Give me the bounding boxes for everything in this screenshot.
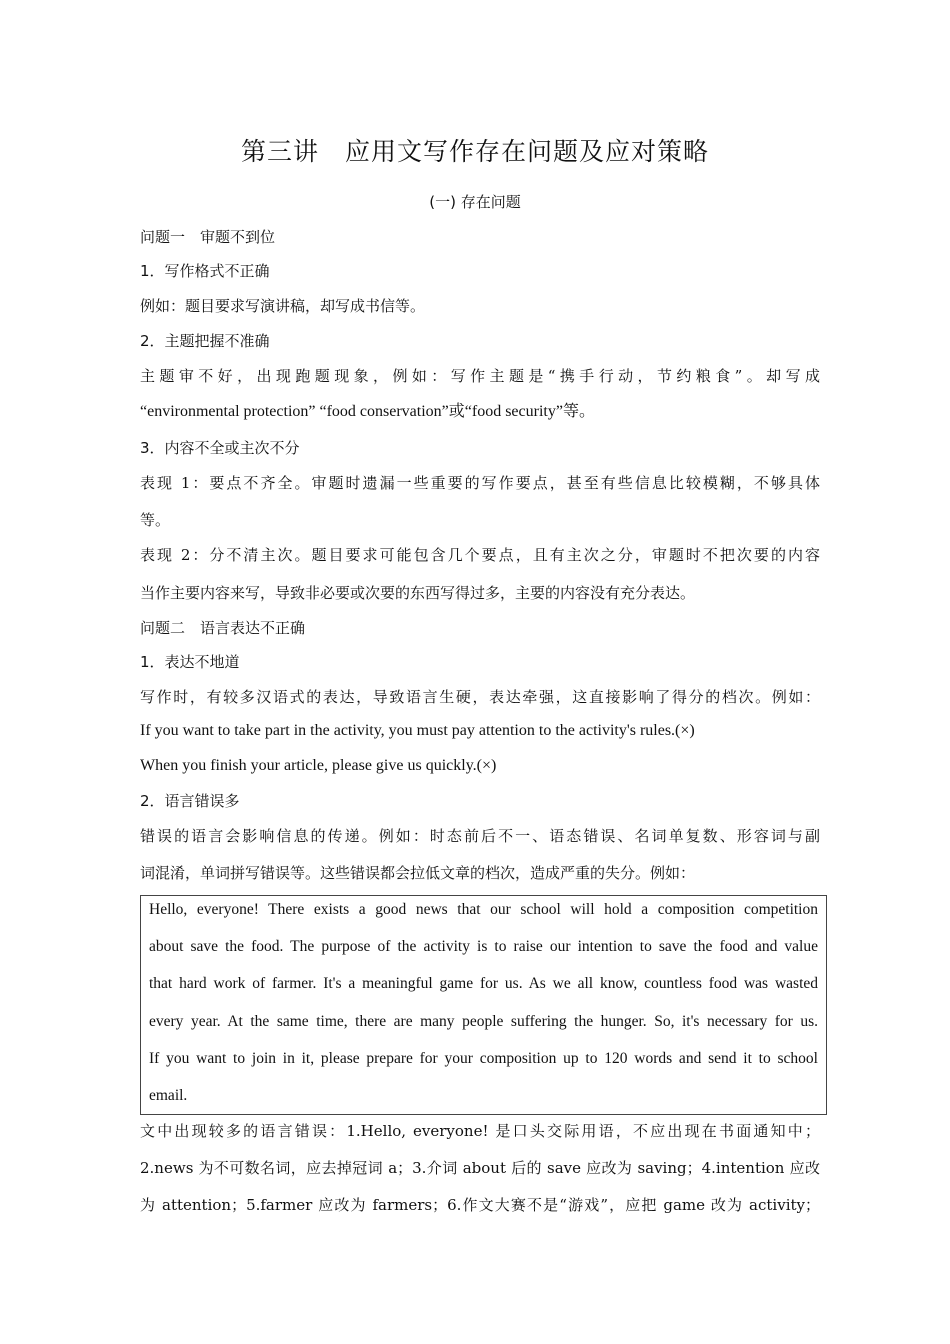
paragraph-line: 为 attention；5.farmer 应改为 farmers；6.作文大赛不是“游戏”，应把 game 改为 activity； <box>140 1196 820 1214</box>
paragraph-line: 表现 1：要点不齐全。审题时遗漏一些重要的写作要点，甚至有些信息比较模糊，不够具体 <box>140 474 820 492</box>
paragraph-line: 主题审不好，出现跑题现象，例如：写作主题是“携手行动，节约粮食”。却写成 <box>140 367 820 385</box>
example-box-line: every year. At the same time, there are many people suffering the hunger. So, it's necessary for us. <box>149 1013 818 1030</box>
paragraph-line: “environmental protection” “food conservation”或“food security”等。 <box>140 403 595 420</box>
paragraph-line: 等。 <box>140 511 171 529</box>
subheading-errors: 2．语言错误多 <box>140 792 240 810</box>
example-box-line: that hard work of farmer. It's a meaningful game for us. As we all know, countless food was wasted <box>149 975 818 992</box>
subheading-theme: 2．主题把握不准确 <box>140 332 270 350</box>
problem-heading-1: 问题一 审题不到位 <box>140 228 276 246</box>
example-sentence: When you finish your article, please give us quickly.(×) <box>140 757 497 774</box>
paragraph-line: 2.news 为不可数名词，应去掉冠词 a；3.介词 about 后的 save 应改为 saving；4.intention 应改 <box>140 1159 820 1177</box>
section-subtitle: (一) 存在问题 <box>429 193 521 211</box>
example-box-line: If you want to join in it, please prepare for your composition up to 120 words and send it to school <box>149 1050 818 1067</box>
example-sentence: If you want to take part in the activity, you must pay attention to the activity's rules.(×) <box>140 722 695 739</box>
subheading-expression: 1．表达不地道 <box>140 653 240 671</box>
subheading-format: 1．写作格式不正确 <box>140 262 270 280</box>
example-box-line: email. <box>149 1087 188 1104</box>
paragraph-line: 例如：题目要求写演讲稿，却写成书信等。 <box>140 297 426 315</box>
paragraph-line: 表现 2：分不清主次。题目要求可能包含几个要点，且有主次之分，审题时不把次要的内容 <box>140 546 820 564</box>
example-box-line: about save the food. The purpose of the activity is to raise our intention to save the food and value <box>149 938 818 955</box>
paragraph-line: 当作主要内容来写，导致非必要或次要的东西写得过多，主要的内容没有充分表达。 <box>140 584 696 602</box>
example-text-box <box>140 895 827 1115</box>
page-title: 第三讲 应用文写作存在问题及应对策略 <box>240 137 709 166</box>
paragraph-line: 词混淆，单词拼写错误等。这些错误都会拉低文章的档次，造成严重的失分。例如： <box>140 864 696 882</box>
subheading-content: 3．内容不全或主次不分 <box>140 439 300 457</box>
paragraph-line: 错误的语言会影响信息的传递。例如：时态前后不一、语态错误、名词单复数、形容词与副 <box>140 827 820 845</box>
paragraph-line: 文中出现较多的语言错误：1.Hello, everyone! 是口头交际用语，不应出现在书面通知中； <box>140 1122 820 1140</box>
paragraph-line: 写作时，有较多汉语式的表达，导致语言生硬，表达牵强，这直接影响了得分的档次。例如： <box>140 688 820 706</box>
problem-heading-2: 问题二 语言表达不正确 <box>140 619 306 637</box>
example-box-line: Hello, everyone! There exists a good news that our school will hold a composition competition <box>149 901 818 918</box>
